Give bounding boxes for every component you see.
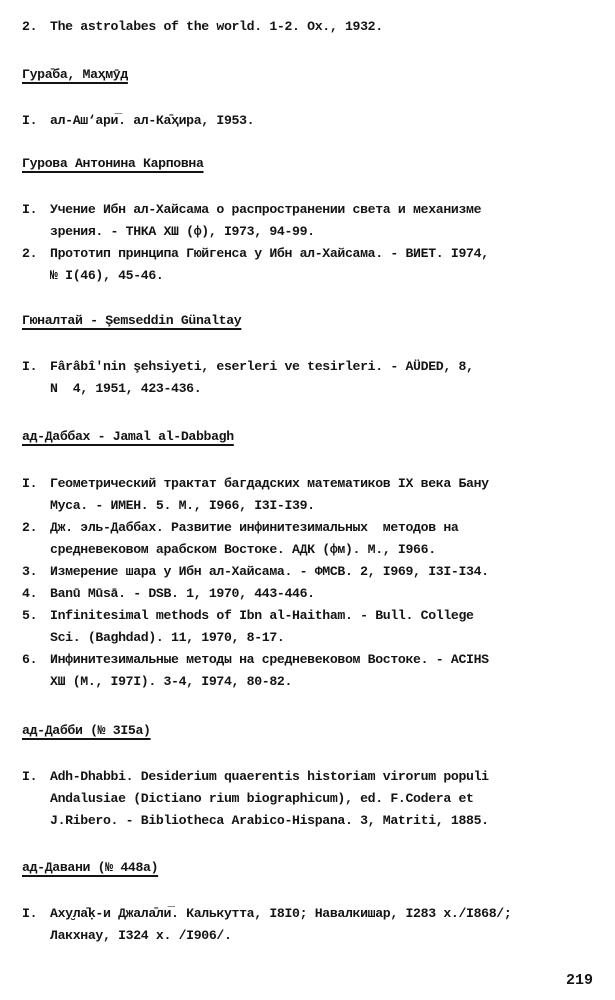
entry-text: Infinitesimal methods of Ibn al-Haitham. - Bull. College	[50, 608, 474, 623]
author-heading: ад-Дабби (№ 3I5a)	[22, 723, 151, 738]
bibliography-entry-line	[50, 629, 284, 646]
entry-number: 2.	[22, 19, 38, 34]
entry-text: The astrolabes of the world. 1-2. Ox., 1932.	[50, 19, 383, 34]
bibliography-entry-line	[22, 201, 481, 218]
bibliography-entry-line	[50, 223, 315, 240]
entry-number: I.	[22, 202, 38, 217]
entry-text: Adh-Dhabbi. Desiderium quaerentis historiam virorum populi	[50, 769, 489, 784]
entry-text: J.Ribero. - Bibliotheca Arabico-Hispana. 3, Matriti, 1885.	[50, 813, 489, 828]
bibliography-entry-line	[22, 358, 474, 375]
bibliography-entry-line	[50, 790, 474, 807]
bibliography-entry-line	[22, 607, 474, 624]
bibliography-entry-line	[50, 541, 436, 558]
bibliography-entry-line	[50, 812, 489, 829]
entry-text: ал-Аш‘ари̅. ал-Ка̄ҳира, I953.	[50, 113, 255, 128]
entry-number: I.	[22, 769, 38, 784]
entry-text: Banū Mūsā. - DSB. 1, 1970, 443-446.	[50, 586, 315, 601]
page-number: 219	[566, 972, 594, 989]
bibliography-entry-line	[50, 267, 163, 284]
bibliography-entry-line	[22, 563, 489, 580]
bibliography-entry-line	[22, 651, 489, 668]
bibliography-entry-line	[50, 673, 292, 690]
author-heading: Гюналтай - Şemseddin Günaltay	[22, 313, 242, 328]
bibliography-entry-line	[22, 475, 489, 492]
entry-text: Дж. эль-Даббах. Развитие инфинитезимальных методов на	[50, 520, 459, 535]
entry-text: Sci. (Baghdad). 11, 1970, 8-17.	[50, 630, 285, 645]
entry-text: Муса. - ИМЕН. 5. М., I966, I3I-I39.	[50, 498, 315, 513]
entry-number: 5.	[22, 608, 38, 623]
entry-text: зрения. - ТНКА XШ (ф), I973, 94-99.	[50, 224, 315, 239]
entry-text: Инфинитезимальные методы на средневековом Востоке. - ACIHS	[50, 652, 489, 667]
entry-text: Измерение шара у Ибн ал-Хайсама. - ФМСВ. 2, I969, I3I-I34.	[50, 564, 489, 579]
entry-number: 2.	[22, 520, 38, 535]
entry-number: I.	[22, 476, 38, 491]
bibliography-entry-line	[22, 905, 511, 922]
entry-text: XШ (М., I97I). 3-4, I974, 80-82.	[50, 674, 293, 689]
author-heading: ад-Давани (№ 448a)	[22, 860, 159, 875]
entry-number: I.	[22, 113, 38, 128]
entry-text: N 4, 1951, 423-436.	[50, 381, 202, 396]
bibliography-entry-line	[50, 927, 232, 944]
author-heading: ад-Даббах - Jamal al-Dabbagh	[22, 429, 234, 444]
bibliography-entry-line	[50, 497, 315, 514]
author-heading: Гурова Антонина Карповна	[22, 156, 204, 171]
entry-text: № I(46), 45-46.	[50, 268, 164, 283]
entry-text: Прототип принципа Гюйгенса у Ибн ал-Хайсама. - ВИЕТ. I974,	[50, 246, 489, 261]
entry-text: Геометрический трактат багдадских математиков IX века Бану	[50, 476, 489, 491]
entry-number: I.	[22, 359, 38, 374]
bibliography-entry-line	[22, 585, 315, 602]
entry-text: Лакхнау, I324 х. /I906/.	[50, 928, 232, 943]
entry-number: 2.	[22, 246, 38, 261]
entry-number: 6.	[22, 652, 38, 667]
bibliography-entry-line	[22, 768, 489, 785]
bibliography-entry-line	[22, 519, 458, 536]
bibliography-entry-line	[22, 18, 383, 35]
entry-text: Andalusiae (Dictiano rium biographicum), ed. F.Codera et	[50, 791, 474, 806]
entry-text: Fârâbî'nin şehsiyeti, eserleri ve tesirleri. - AÜDED, 8,	[50, 359, 474, 374]
bibliography-entry-line	[50, 380, 201, 397]
bibliography-entry-line	[22, 245, 489, 262]
entry-number: I.	[22, 906, 38, 921]
entry-text: Учение Ибн ал-Хайсама о распространении света и механизме	[50, 202, 482, 217]
entry-text: средневековом арабском Востоке. АДК (фм). М., I966.	[50, 542, 436, 557]
bibliography-entry-line	[22, 112, 254, 129]
entry-text: Аху̮ла̄ḳ-и Джала̄ли̅. Калькутта, I8I0; Навалкишар, I283 х./I868/;	[50, 906, 512, 921]
entry-number: 3.	[22, 564, 38, 579]
author-heading: Гура̄ба, Маҳмӯд	[22, 67, 128, 82]
entry-number: 4.	[22, 586, 38, 601]
